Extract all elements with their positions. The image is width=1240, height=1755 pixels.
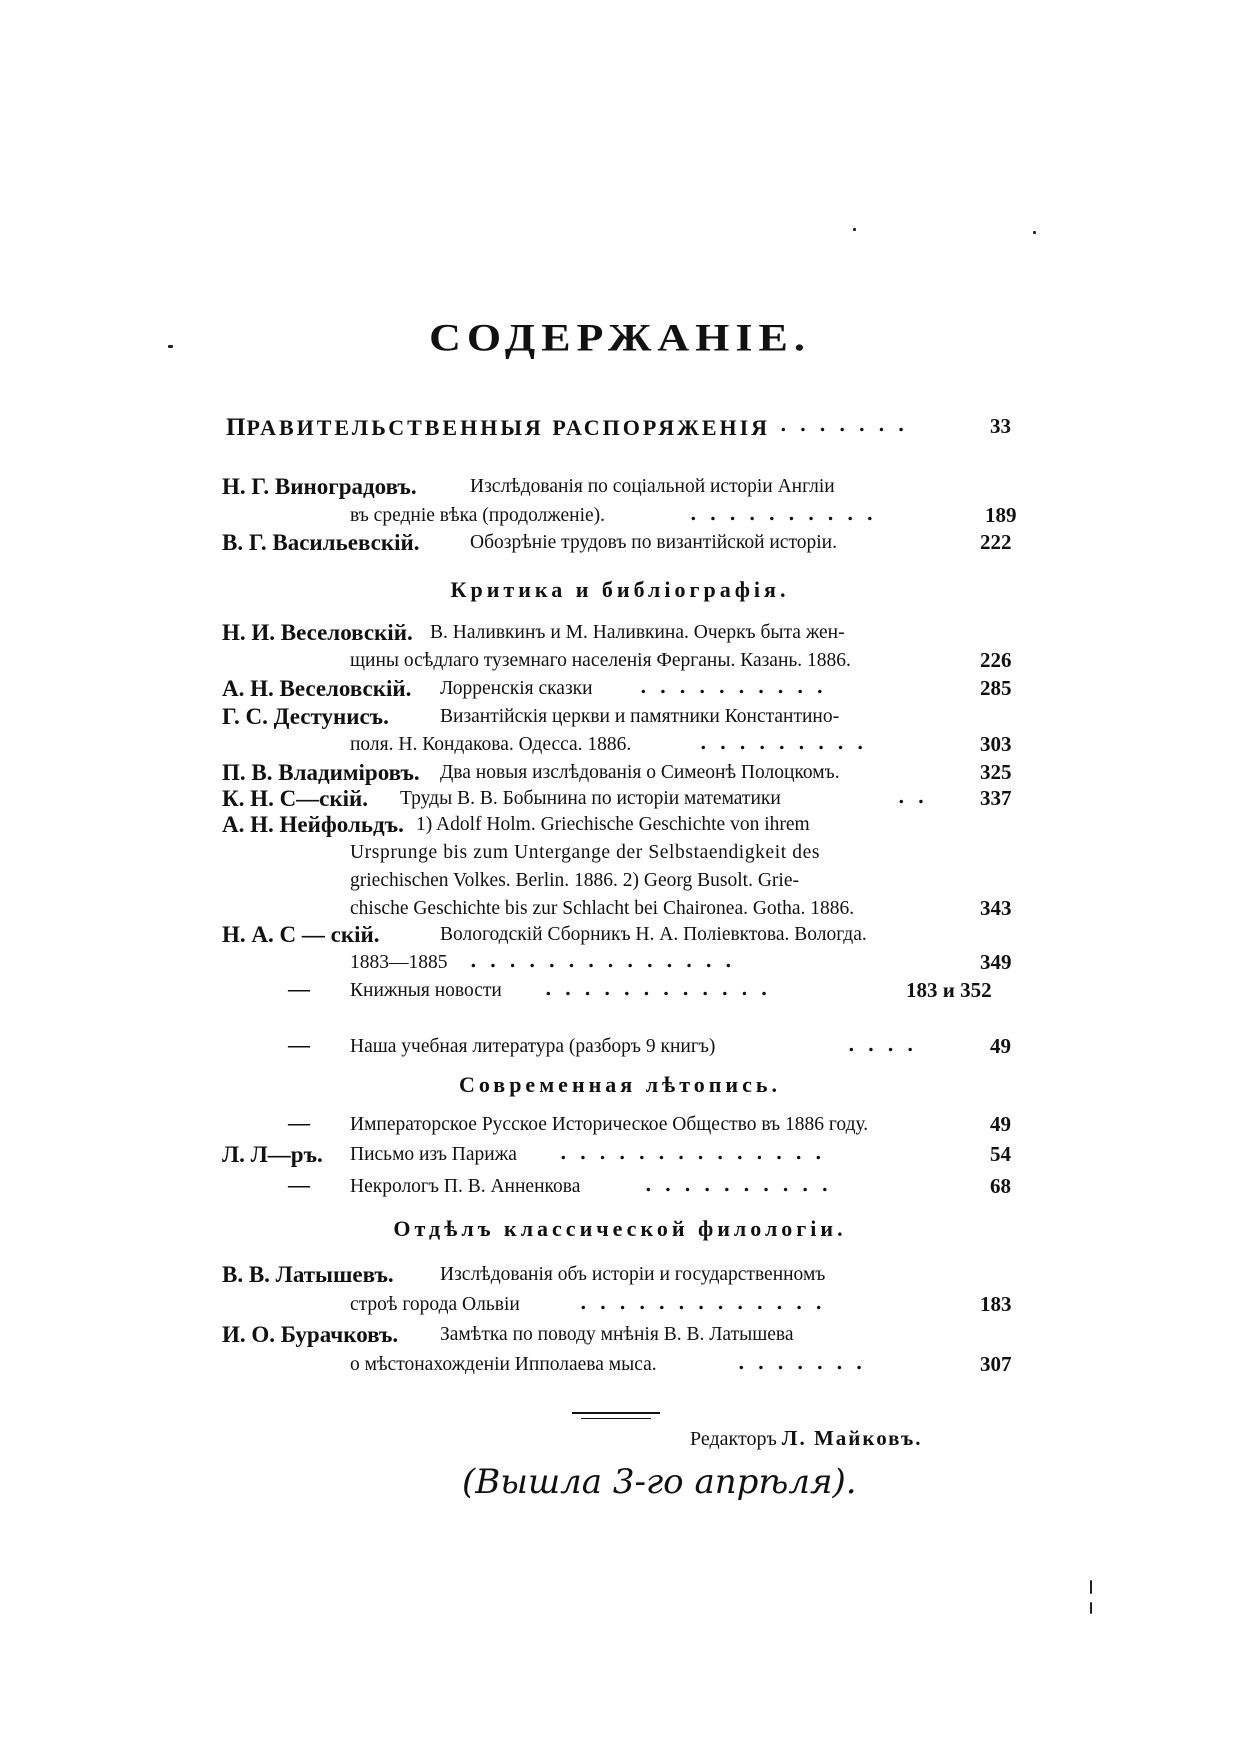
author: Н. А. С — скій. (222, 922, 380, 947)
author: В. В. Латышевъ. (222, 1262, 394, 1287)
page-number: 49 (990, 1034, 1011, 1058)
toc-entry-cont (0, 648, 1240, 676)
divider (581, 1418, 651, 1419)
toc-entry (0, 1322, 1240, 1350)
leader-dots: .............. (470, 950, 745, 972)
entry-text: Два новыя изслѣдованія о Симеонѣ Полоцкомъ. (440, 762, 840, 783)
toc-entry (0, 922, 1240, 950)
page-number: 33 (990, 414, 1011, 438)
toc-entry-cont (0, 840, 1240, 868)
entry-text: щины осѣдлаго туземнаго населенія Ферганы. Казань. 1886. (350, 650, 851, 671)
entry-text: Лорренскія сказки (440, 678, 593, 699)
leader-dots: .......... (690, 503, 887, 525)
section-heading-chronicle: Современная лѣтопись. (458, 1072, 782, 1097)
page-number: 307 (980, 1352, 1012, 1376)
entry-text: Вологодскій Сборникъ Н. А. Поліевктова. Вологда. (440, 924, 867, 945)
handwritten-note: (Вышла 3-го апрѣля). (462, 1462, 857, 1502)
author: Н. Г. Виноградовъ. (222, 474, 417, 499)
leader-dots: .......... (640, 676, 837, 698)
entry-text: Обозрѣніе трудовъ по византійской исторіи. (470, 532, 837, 553)
leader-dots: .............. (560, 1142, 835, 1164)
entry-dash: — (288, 1172, 310, 1197)
toc-entry (0, 676, 1240, 704)
toc-entry (0, 1034, 1240, 1062)
leader-dots: .......... (645, 1174, 842, 1196)
toc-entry (0, 978, 1240, 1006)
entry-text: Ursprunge bis zum Untergange der Selbstaendigkeit des (350, 842, 821, 863)
page-number: 222 (980, 530, 1012, 554)
entry-text: въ средніе вѣка (продолженіе). (350, 505, 606, 526)
section-heading-classical: Отдѣлъ классической филологіи. (393, 1216, 847, 1241)
government-label: ПРАВИТЕЛЬСТВЕННЫЯ РАСПОРЯЖЕНІЯ (226, 414, 771, 441)
page-number: 183 (980, 1292, 1012, 1316)
author: Г. С. Дестунисъ. (222, 704, 389, 729)
entry-text: Изслѣдованія по соціальной исторіи Англіи (470, 476, 835, 497)
page-number: 183 и 352 (906, 978, 992, 1002)
leader-dots: ......... (700, 732, 877, 754)
speck (1090, 1580, 1092, 1594)
page-number: 325 (980, 760, 1012, 784)
entry-dash: — (288, 1110, 310, 1135)
entry-text: Византійскія церкви и памятники Константино- (440, 706, 840, 727)
entry-text: Замѣтка по поводу мнѣнія В. В. Латышева (440, 1324, 794, 1345)
speck (1090, 1602, 1092, 1614)
entry-text: В. Наливкинъ и М. Наливкина. Очеркъ быта жен- (430, 622, 845, 643)
author: П. В. Владиміровъ. (222, 760, 420, 785)
page-number: 337 (980, 786, 1012, 810)
entry-text: Труды В. В. Бобынина по исторіи математики (400, 788, 781, 809)
toc-entry-cont (0, 732, 1240, 760)
toc-entry (0, 1112, 1240, 1140)
editor-line (690, 1426, 922, 1451)
divider (572, 1412, 660, 1414)
toc-entry (0, 812, 1240, 840)
toc-entry-cont (0, 503, 1240, 531)
toc-entry-cont (0, 1292, 1240, 1320)
leader-dots: ....... (738, 1352, 876, 1374)
entry-text: о мѣстонахожденіи Ипполаева мыса. (350, 1354, 657, 1375)
toc-entry-cont (0, 896, 1240, 924)
entry-text: Изслѣдованія объ исторіи и государственномъ (440, 1264, 826, 1285)
toc-entry-cont (0, 1352, 1240, 1380)
toc-entry (0, 530, 1240, 558)
toc-entry-cont (0, 950, 1240, 978)
author: К. Н. С—скій. (222, 786, 369, 811)
entry-text: Письмо изъ Парижа (350, 1144, 517, 1165)
toc-entry-cont (0, 868, 1240, 896)
author: Н. И. Веселовскій. (222, 620, 413, 645)
author: Л. Л—ръ. (222, 1142, 323, 1167)
page-number: 343 (980, 896, 1012, 920)
entry-dash: — (288, 976, 310, 1001)
page-number: 285 (980, 676, 1012, 700)
toc-entry (0, 1142, 1240, 1170)
page-number: 303 (980, 732, 1012, 756)
page-number: 54 (990, 1142, 1011, 1166)
toc-entry (0, 620, 1240, 648)
page-number: 349 (980, 950, 1012, 974)
author: И. О. Бурачковъ. (222, 1322, 399, 1347)
page-number: 189 (985, 503, 1017, 527)
toc-entry (0, 786, 1240, 814)
leader-dots: ....... (780, 414, 918, 436)
entry-text: 1883—1885 (350, 952, 448, 973)
page-number: 68 (990, 1174, 1011, 1198)
entry-text: строѣ города Ольвіи (350, 1294, 520, 1315)
page-number: 226 (980, 648, 1012, 672)
entry-text: Книжныя новости (350, 980, 502, 1001)
editor-name: Л. Майковъ. (781, 1426, 923, 1450)
entry-dash: — (288, 1032, 310, 1057)
toc-entry (0, 1262, 1240, 1290)
page-number: 49 (990, 1112, 1011, 1136)
entry-text: 1) Adolf Holm. Griechische Geschichte von ihrem (416, 814, 810, 835)
leader-dots: ............ (545, 978, 781, 1000)
entry-text: поля. Н. Кондакова. Одесса. 1886. (350, 734, 632, 755)
editor-label: Редакторъ (690, 1428, 777, 1450)
toc-entry (0, 1174, 1240, 1202)
entry-text: chische Geschichte bis zur Schlacht bei Chaironea. Gotha. 1886. (350, 898, 855, 919)
toc-entry (0, 704, 1240, 732)
speck (1033, 231, 1036, 234)
page-title: СОДЕРЖАНІЕ. (429, 315, 811, 360)
leader-dots: .. (898, 786, 938, 808)
author: А. Н. Веселовскій. (222, 676, 412, 701)
leader-dots: ............. (580, 1292, 835, 1314)
toc-entry (0, 474, 1240, 502)
author: А. Н. Нейфольдъ. (222, 812, 404, 837)
section-heading-critique: Критика и библіографія. (450, 577, 790, 602)
entry-text: Некрологъ П. В. Анненкова (350, 1176, 581, 1197)
leader-dots: .... (848, 1034, 927, 1056)
toc-entry (0, 760, 1240, 788)
author: В. Г. Васильевскій. (222, 530, 420, 555)
entry-text: Императорское Русское Историческое Общество въ 1886 году. (350, 1114, 869, 1135)
entry-text: griechischen Volkes. Berlin. 1886. 2) Georg Busolt. Grie- (350, 870, 799, 891)
entry-text: Наша учебная литература (разборъ 9 книгъ) (350, 1036, 716, 1057)
speck (853, 228, 856, 231)
toc-entry-government (0, 414, 1240, 442)
